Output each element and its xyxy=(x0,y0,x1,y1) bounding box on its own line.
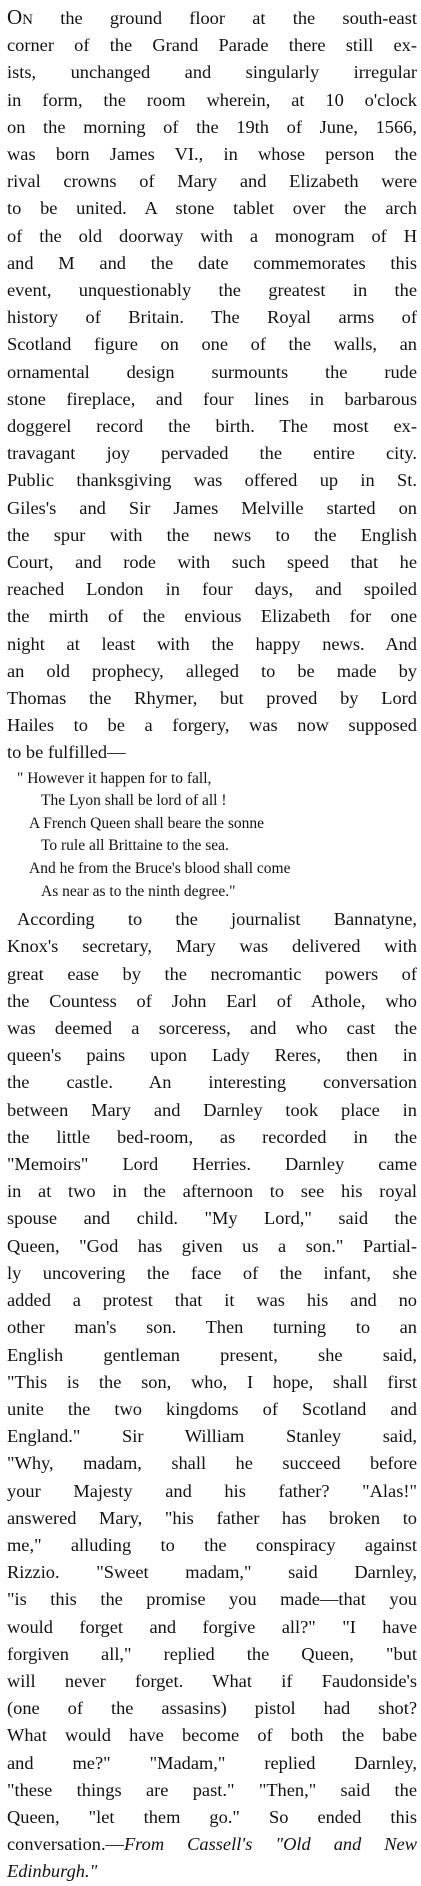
article-column xyxy=(7,4,417,1886)
text-line: English gentleman present, she said, xyxy=(7,1344,417,1365)
text-line: unite the two kingdoms of Scotland and xyxy=(7,1398,417,1419)
text-line: the mirth of the envious Elizabeth for one xyxy=(7,606,417,627)
verse-line: The Lyon shall be lord of all ! xyxy=(41,792,227,810)
text-line: stone fireplace, and four lines in barbarous xyxy=(7,388,417,409)
text-line: would forget and forgive all?" "I have xyxy=(7,1616,417,1637)
text-line: queen's pains upon Lady Reres, then in xyxy=(7,1045,417,1066)
text-line: event, unquestionably the greatest in the xyxy=(7,280,417,301)
text-line: "Memoirs" Lord Herries. Darnley came xyxy=(7,1154,417,1175)
text-line: ly uncovering the face of the infant, she xyxy=(7,1262,417,1283)
paragraph-2 xyxy=(7,906,417,1885)
text-line: (one of the assasins) pistol had shot? xyxy=(7,1698,417,1719)
text-line: added a protest that it was his and no xyxy=(7,1290,417,1311)
text-line: history of Britain. The Royal arms of xyxy=(7,307,417,328)
text-line: England." Sir William Stanley said, xyxy=(7,1426,417,1447)
drop-word: On xyxy=(7,5,33,29)
text-line: ornamental design surmounts the rude xyxy=(7,361,417,382)
text-line: "Why, madam, shall he succeed before xyxy=(7,1453,417,1474)
text-line: reached London in four days, and spoiled xyxy=(7,579,417,600)
text-line: spouse and child. "My Lord," said the xyxy=(7,1208,417,1229)
text-line: Knox's secretary, Mary was delivered with xyxy=(7,936,417,957)
text-line: to be fulfilled— xyxy=(7,742,126,763)
verse-line: To rule all Brittaine to the sea. xyxy=(41,837,229,855)
text-line: corner of the Grand Parade there still ex- xyxy=(7,35,417,56)
text-line: great ease by the necromantic powers of xyxy=(7,963,417,984)
text-line: Rizzio. "Sweet madam," said Darnley, xyxy=(7,1562,417,1583)
text-line: and M and the date commemorates this xyxy=(7,252,417,273)
verse-line: " However it happen for to fall, xyxy=(17,769,212,787)
text-line: your Majesty and his father? "Alas!" xyxy=(7,1480,417,1501)
text-line: Scotland figure on one of the walls, an xyxy=(7,334,417,355)
text-line: "This is the son, who, I hope, shall first xyxy=(7,1371,417,1392)
text-line: me," alluding to the conspiracy against xyxy=(7,1534,417,1555)
text-line: doggerel record the birth. The most ex- xyxy=(7,416,417,437)
prophecy-verse xyxy=(7,768,417,904)
source-citation: From Cassell's "Old and New xyxy=(123,1834,417,1855)
text-line: What would have become of both the babe xyxy=(7,1725,417,1746)
text-line: an old prophecy, alleged to be made by xyxy=(7,660,417,681)
text-line: Queen, "God has given us a son." Partial- xyxy=(7,1235,417,1256)
text-line: and me?" "Madam," replied Darnley, xyxy=(7,1752,417,1773)
text-line: the little bed-room, as recorded in the xyxy=(7,1126,417,1147)
text-line: forgiven all," replied the Queen, "but xyxy=(7,1643,417,1664)
text-line: "these things are past." "Then," said the xyxy=(7,1779,417,1800)
text-line: rival crowns of Mary and Elizabeth were xyxy=(7,171,417,192)
text-line: Thomas the Rhymer, but proved by Lord xyxy=(7,688,417,709)
text-line: Public thanksgiving was offered up in St. xyxy=(7,470,417,491)
text-line: in form, the room wherein, at 10 o'clock xyxy=(7,89,417,110)
text-line: the spur with the news to the English xyxy=(7,524,417,545)
text-line: "is this the promise you made—that you xyxy=(7,1589,417,1610)
text-line: night at least with the happy news. And xyxy=(7,633,417,654)
text-line: between Mary and Darnley took place in xyxy=(7,1099,417,1120)
text-line: Queen, "let them go." So ended this xyxy=(7,1806,417,1827)
text-line: Court, and rode with such speed that he xyxy=(7,552,417,573)
text-line: in at two in the afternoon to see his royal xyxy=(7,1181,417,1202)
source-attribution-end: Edinburgh." xyxy=(7,1861,98,1882)
text-line: other man's son. Then turning to an xyxy=(7,1317,417,1338)
verse-line: A French Queen shall beare the sonne xyxy=(29,814,265,832)
text-line: was deemed a sorceress, and who cast the xyxy=(7,1018,417,1039)
paragraph-1 xyxy=(7,4,417,767)
text-line: to be united. A stone tablet over the arch xyxy=(7,198,417,219)
text-line: was born James VI., in whose person the xyxy=(7,144,417,165)
text-line: travagant joy pervaded the entire city. xyxy=(7,443,417,464)
text-line: Giles's and Sir James Melville started on xyxy=(7,497,417,518)
text-line: Hailes to be a forgery, was now supposed xyxy=(7,715,417,736)
text-line: the Countess of John Earl of Athole, who xyxy=(7,990,417,1011)
text-line: of the old doorway with a monogram of H xyxy=(7,225,417,246)
text-line: ists, unchanged and singularly irregular xyxy=(7,62,417,83)
text-line: the castle. An interesting conversation xyxy=(7,1072,417,1093)
text-line: According to the journalist Bannatyne, xyxy=(17,909,417,930)
text-line: On the ground floor at the south-east xyxy=(7,5,417,29)
source-attribution-line: conversation.—From Cassell's "Old and New xyxy=(7,1834,417,1855)
text-line: on the morning of the 19th of June, 1566, xyxy=(7,116,417,137)
text-line: answered Mary, "his father has broken to xyxy=(7,1507,417,1528)
verse-line: As near as to the ninth degree." xyxy=(41,882,236,900)
text-line: will never forget. What if Faudonside's xyxy=(7,1670,417,1691)
verse-line: And he from the Bruce's blood shall come xyxy=(29,860,291,878)
